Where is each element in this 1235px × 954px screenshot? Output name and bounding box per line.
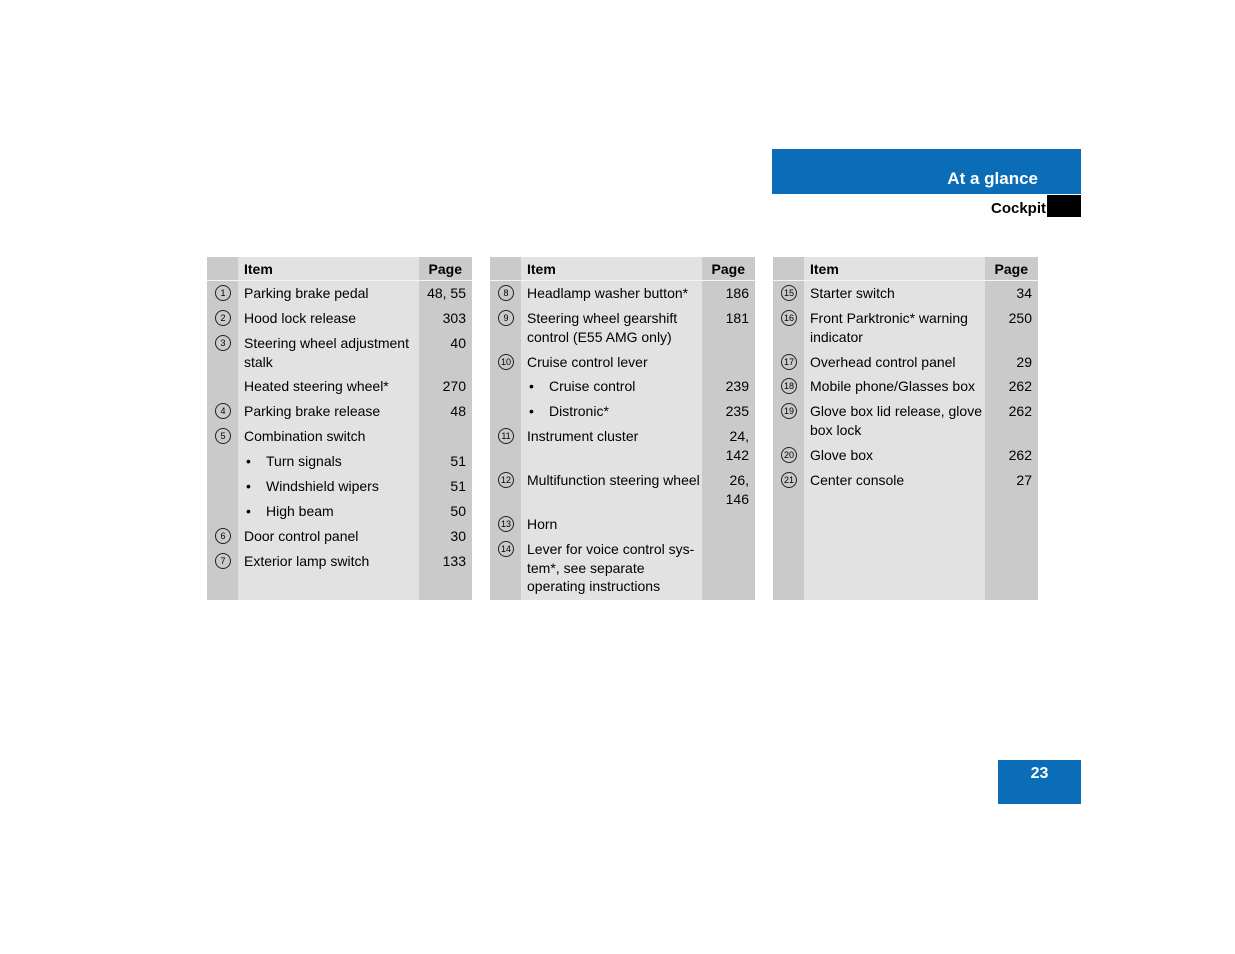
item-number: 9 xyxy=(498,310,514,326)
table-2 xyxy=(490,257,755,600)
column-header-item: Item xyxy=(810,261,839,277)
table-1 xyxy=(207,257,472,600)
item-number: 21 xyxy=(781,472,797,488)
table-header xyxy=(207,257,472,280)
table-header xyxy=(490,257,755,280)
page-ref: 262 xyxy=(1008,447,1032,463)
item-number: 8 xyxy=(498,285,514,301)
item-label: Door control panel xyxy=(244,528,359,544)
bullet: • xyxy=(529,403,534,419)
item-number: 20 xyxy=(781,447,797,463)
page-ref: 27 xyxy=(1016,472,1032,488)
item-label: Turn signals xyxy=(266,453,342,469)
item-label: Steering wheel adjustment stalk xyxy=(244,335,409,370)
table-3 xyxy=(773,257,1038,600)
page-ref: 29 xyxy=(1016,354,1032,370)
item-label: Steering wheel gearshift control (E55 AMG only) xyxy=(527,310,678,345)
page-ref: 51 xyxy=(450,478,466,494)
column-header-item: Item xyxy=(527,261,556,277)
item-label: Instrument cluster xyxy=(527,428,639,444)
item-number: 5 xyxy=(215,428,231,444)
item-label: Cruise control lever xyxy=(527,354,648,370)
item-label: Parking brake pedal xyxy=(244,285,369,301)
bullet: • xyxy=(246,478,251,494)
page-number: 23 xyxy=(998,760,1081,804)
page-ref: 50 xyxy=(450,503,466,519)
item-label: Hood lock release xyxy=(244,310,357,326)
item-number: 18 xyxy=(781,378,797,394)
page-ref: 239 xyxy=(725,378,749,394)
table-header xyxy=(773,257,1038,280)
page-ref: 40 xyxy=(450,335,466,351)
item-label: Glove box lid release, glove box lock xyxy=(810,403,982,438)
item-number: 1 xyxy=(215,285,231,301)
page-ref: 262 xyxy=(1008,378,1032,394)
item-label: Windshield wipers xyxy=(266,478,379,494)
item-number: 6 xyxy=(215,528,231,544)
page-ref: 186 xyxy=(725,285,749,301)
subtitle-marker xyxy=(1047,195,1081,217)
item-number: 12 xyxy=(498,472,514,488)
page-ref: 133 xyxy=(442,553,466,569)
section-header xyxy=(772,149,1081,194)
item-label: High beam xyxy=(266,503,334,519)
page-ref: 235 xyxy=(725,403,749,419)
page-ref: 24, 142 xyxy=(725,428,749,463)
item-label: Horn xyxy=(527,516,558,532)
item-label: Front Parktronic* warning indicator xyxy=(810,310,968,345)
item-label: Cruise control xyxy=(549,378,636,394)
page-ref: 181 xyxy=(725,310,749,326)
page-ref: 303 xyxy=(442,310,466,326)
section-subtitle: Cockpit xyxy=(990,200,1046,217)
item-number: 19 xyxy=(781,403,797,419)
item-label: Multifunction steering wheel xyxy=(527,472,700,488)
column-header-item: Item xyxy=(244,261,273,277)
item-number: 17 xyxy=(781,354,797,370)
page-ref: 262 xyxy=(1008,403,1032,419)
column-header-page: Page xyxy=(428,261,462,277)
item-number: 7 xyxy=(215,553,231,569)
item-label: Starter switch xyxy=(810,285,895,301)
page-ref: 270 xyxy=(442,378,466,394)
item-number: 14 xyxy=(498,541,514,557)
item-number: 2 xyxy=(215,310,231,326)
item-label: Combination switch xyxy=(244,428,366,444)
item-label: Headlamp washer button* xyxy=(527,285,689,301)
bullet: • xyxy=(529,378,534,394)
item-number: 3 xyxy=(215,335,231,351)
section-title: At a glance xyxy=(947,169,1038,188)
item-label: Parking brake release xyxy=(244,403,381,419)
page-ref: 34 xyxy=(1016,285,1032,301)
page-ref: 48, 55 xyxy=(427,285,466,301)
item-label: Distronic* xyxy=(549,403,609,419)
item-label: Glove box xyxy=(810,447,874,463)
item-label: Heated steering wheel* xyxy=(244,378,389,394)
item-number: 15 xyxy=(781,285,797,301)
page-ref: 26, 146 xyxy=(725,472,749,507)
page-ref: 30 xyxy=(450,528,466,544)
item-label: Overhead control panel xyxy=(810,354,956,370)
column-header-page: Page xyxy=(994,261,1028,277)
item-label: Exterior lamp switch xyxy=(244,553,370,569)
item-number: 11 xyxy=(498,428,514,444)
bullet: • xyxy=(246,453,251,469)
item-number: 4 xyxy=(215,403,231,419)
column-header-page: Page xyxy=(711,261,745,277)
item-label: Center console xyxy=(810,472,905,488)
item-number: 16 xyxy=(781,310,797,326)
page-ref: 51 xyxy=(450,453,466,469)
item-number: 13 xyxy=(498,516,514,532)
item-number: 10 xyxy=(498,354,514,370)
item-label: Lever for voice control sys-tem*, see separate operating instructions xyxy=(527,541,695,594)
item-label: Mobile phone/Glasses box xyxy=(810,378,975,394)
page-ref: 48 xyxy=(450,403,466,419)
bullet: • xyxy=(246,503,251,519)
page-ref: 250 xyxy=(1008,310,1032,326)
